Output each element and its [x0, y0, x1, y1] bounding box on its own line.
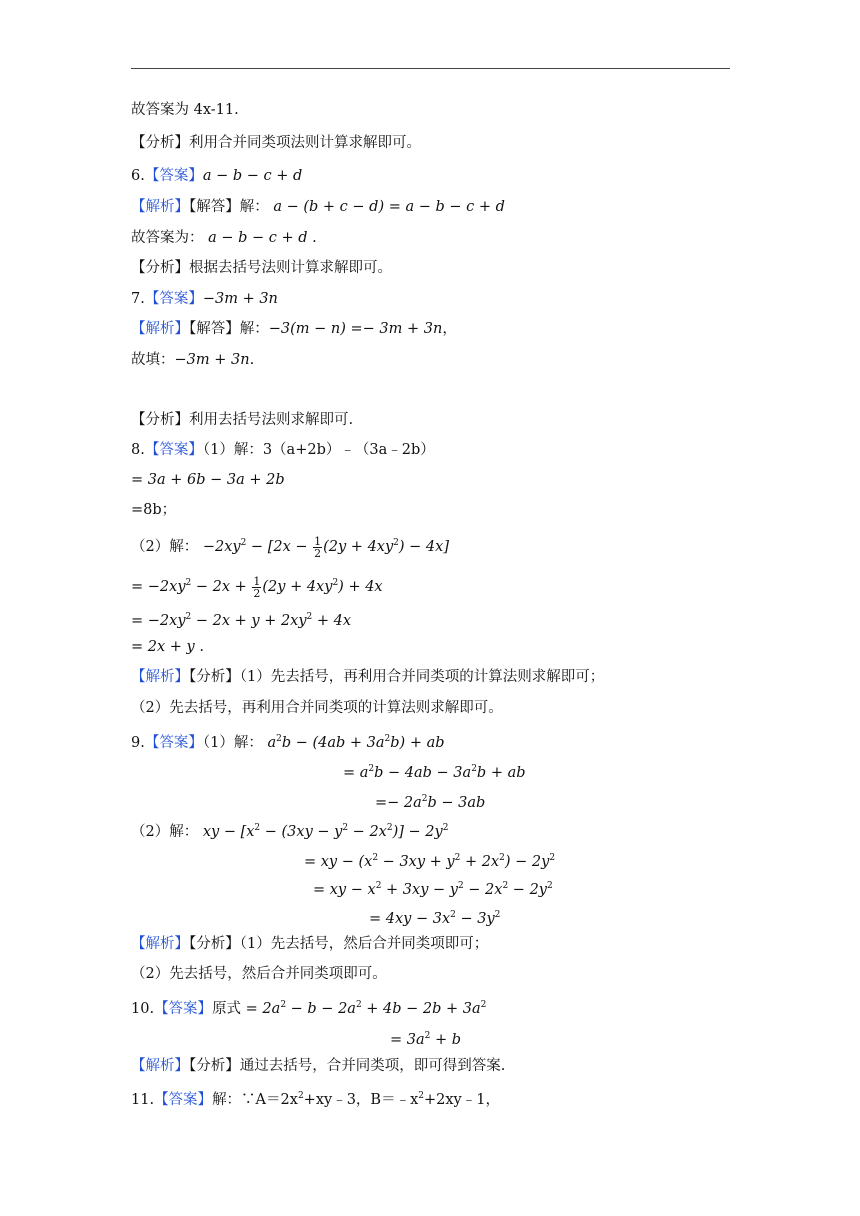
text-line [343, 759, 526, 783]
section-tag: 【答案】 [144, 735, 203, 751]
text: 【分析】利用合并同类项法则计算求解即可。 [131, 135, 421, 151]
math: + 4x [312, 613, 352, 629]
exponent: 2 [421, 794, 428, 804]
section-tag: 【答案】 [144, 168, 203, 184]
math: = 3a [390, 1032, 425, 1048]
math: = a [343, 765, 369, 781]
text-line [131, 289, 278, 309]
text: . [194, 639, 204, 655]
text: +2xy﹣1， [423, 1092, 500, 1108]
section-tag: 【答案】 [154, 1092, 213, 1108]
text-line [131, 500, 176, 520]
text-line [131, 818, 448, 842]
math: a − b − c + d [202, 168, 303, 184]
math: − 2y [508, 882, 547, 898]
text: 【分析】（1）先去括号，再利用合并同类项的计算法则求解即可； [189, 669, 605, 685]
math: − [2x − [246, 539, 313, 555]
text: . [307, 230, 317, 246]
section-tag: 【答案】 [144, 442, 203, 458]
math: + 3xy − y [381, 882, 458, 898]
text: （2）先去括号，然后合并同类项即可。 [131, 966, 387, 982]
exponent: 2 [297, 1091, 304, 1101]
section-tag: 【解析】 [131, 321, 189, 337]
text: = [131, 579, 148, 595]
text: （2）先去括号，再利用合并同类项的计算法则求解即可。 [131, 700, 503, 716]
text-line [131, 637, 204, 657]
math: − 3y [455, 911, 495, 927]
text: 故答案为 4x-11. [131, 102, 239, 118]
text: 【分析】（1）先去括号，然后合并同类项即可； [189, 936, 489, 952]
math: b − (4ab + 3a [281, 735, 385, 751]
exponent: 2 [494, 910, 501, 920]
text: 11. [131, 1092, 155, 1108]
text-line [131, 964, 387, 984]
math: ) − 2y [504, 854, 550, 870]
math: ) + 4x [338, 579, 383, 595]
math: b − 3ab [427, 795, 486, 811]
text: 9. [131, 735, 145, 751]
exponent: 2 [355, 1000, 362, 1010]
exponent: 2 [342, 823, 349, 833]
math: (2y + 4xy [262, 579, 333, 595]
exponent: 2 [454, 853, 461, 863]
exponent: 2 [254, 823, 261, 833]
math: = xy − (x [304, 854, 373, 870]
text: = [131, 639, 148, 655]
text-line [369, 905, 500, 929]
math: ) − 4x] [398, 539, 449, 555]
numerator: 1 [314, 534, 322, 548]
text-line [131, 934, 488, 954]
text: 原式 [212, 1001, 246, 1017]
math: − 2x [348, 824, 387, 840]
text-line [131, 995, 486, 1019]
math: + b [430, 1032, 462, 1048]
math: − 3xy + y [378, 854, 455, 870]
text: = [131, 613, 148, 629]
math: + 2x [460, 854, 500, 870]
math: b + ab [476, 765, 526, 781]
exponent: 2 [240, 538, 247, 548]
math: b) + ab [390, 735, 445, 751]
exponent: 2 [499, 853, 505, 863]
exponent: 2 [372, 853, 379, 863]
math: + 4b − 2b + 3a [361, 1001, 481, 1017]
math: a − b − c + d [208, 230, 308, 246]
text: = [131, 472, 148, 488]
math: − (3xy − y [260, 824, 343, 840]
header-rule [131, 68, 730, 69]
section-tag: 【解析】 [131, 936, 189, 952]
exponent: 2 [457, 881, 464, 891]
denominator: 2 [253, 586, 261, 600]
math: =− 2a [375, 795, 422, 811]
math: − 2x [463, 882, 503, 898]
text: （2）解： [131, 824, 203, 840]
text-line [131, 258, 392, 278]
text: ， [442, 321, 457, 337]
math: −2xy [147, 613, 186, 629]
math: −3m + 3n [174, 352, 250, 368]
math: − b − 2a [286, 1001, 356, 1017]
text-line [131, 319, 457, 339]
text-line [131, 1056, 505, 1076]
text: 【分析】根据去括号法则计算求解即可。 [131, 260, 392, 276]
math: −2xy [202, 539, 241, 555]
text: 7. [131, 291, 145, 307]
math: b − 4ab − 3a [374, 765, 472, 781]
text-line [131, 573, 383, 599]
text-line [313, 876, 553, 900]
exponent: 2 [471, 764, 477, 774]
text-line [131, 133, 421, 153]
math: − 2x + y + 2xy [191, 613, 307, 629]
text-line [131, 607, 351, 631]
exponent: 2 [332, 578, 339, 588]
denominator: 2 [314, 546, 322, 560]
line-8-part2 [131, 533, 449, 559]
section-tag: 【答案】 [154, 1001, 213, 1017]
math: (2y + 4xy [323, 539, 394, 555]
text-line [390, 1026, 461, 1050]
section-tag: 【答案】 [144, 291, 203, 307]
exponent: 2 [276, 734, 282, 744]
exponent: 2 [384, 734, 391, 744]
text: +xy﹣3，B＝﹣x [303, 1092, 419, 1108]
math: = xy − x [313, 882, 376, 898]
exponent: 2 [424, 1031, 431, 1041]
math: −2xy [147, 579, 186, 595]
text-line [375, 789, 485, 813]
text-line [304, 848, 555, 872]
math: 3a + 6b − 3a + 2b [147, 472, 285, 488]
exponent: 2 [306, 612, 313, 622]
exponent: 2 [393, 538, 399, 548]
math: a − (b + c − d) = a − b − c + d [273, 199, 505, 215]
text-line [131, 667, 604, 687]
exponent: 2 [502, 881, 509, 891]
text: =8b； [131, 502, 177, 518]
text-line [131, 350, 254, 370]
text: 【解答】解： [189, 321, 269, 337]
exponent: 2 [480, 1000, 487, 1010]
math: = 4xy − 3x [369, 911, 451, 927]
math: xy − [x [202, 824, 255, 840]
text: 【分析】通过去括号，合并同类项，即可得到答案. [189, 1058, 506, 1074]
text-line [131, 228, 317, 248]
text-line [131, 729, 445, 753]
section-tag: 【解析】 [131, 199, 189, 215]
text-line [131, 410, 353, 430]
text: 10. [131, 1001, 155, 1017]
exponent: 2 [547, 881, 553, 891]
text-line [131, 166, 302, 186]
text: 故填： [131, 352, 175, 368]
text-line [131, 100, 239, 120]
text: 8. [131, 442, 145, 458]
text: （1）解：3（a+2b）﹣（3a﹣2b） [202, 442, 435, 458]
section-tag: 【解析】 [131, 669, 189, 685]
math: 2x + y [147, 639, 195, 655]
math: −3m + 3n [202, 291, 278, 307]
exponent: 2 [450, 910, 456, 920]
exponent: 2 [442, 823, 449, 833]
section-tag: 【解析】 [131, 1058, 189, 1074]
fraction [252, 576, 261, 599]
math: )] − 2y [392, 824, 443, 840]
math: a [267, 735, 277, 751]
exponent: 2 [280, 1000, 287, 1010]
text: 6. [131, 168, 145, 184]
text-line [131, 1086, 500, 1110]
exponent: 2 [185, 578, 192, 588]
exponent: 2 [375, 881, 382, 891]
text: （1）解： [202, 735, 268, 751]
text: 故答案为： [131, 230, 209, 246]
text: 【分析】利用去括号法则求解即可. [131, 412, 354, 428]
math: −3(m − n) =− 3m + 3n [268, 321, 443, 337]
fraction [313, 536, 322, 559]
text-line [131, 197, 505, 217]
text-line [131, 698, 503, 718]
numerator: 1 [253, 574, 261, 588]
text-line [131, 440, 435, 460]
exponent: 2 [185, 612, 192, 622]
text: . [249, 352, 255, 368]
exponent: 2 [386, 823, 393, 833]
text: （2）解： [131, 539, 203, 555]
math: = 2a [245, 1001, 281, 1017]
exponent: 2 [549, 853, 556, 863]
text-line [131, 470, 285, 490]
math: − 2x + [191, 579, 252, 595]
exponent: 2 [368, 764, 375, 774]
text: 解：∵A＝2x [212, 1092, 298, 1108]
text: 【解答】解： [189, 199, 274, 215]
exponent: 2 [418, 1091, 424, 1101]
